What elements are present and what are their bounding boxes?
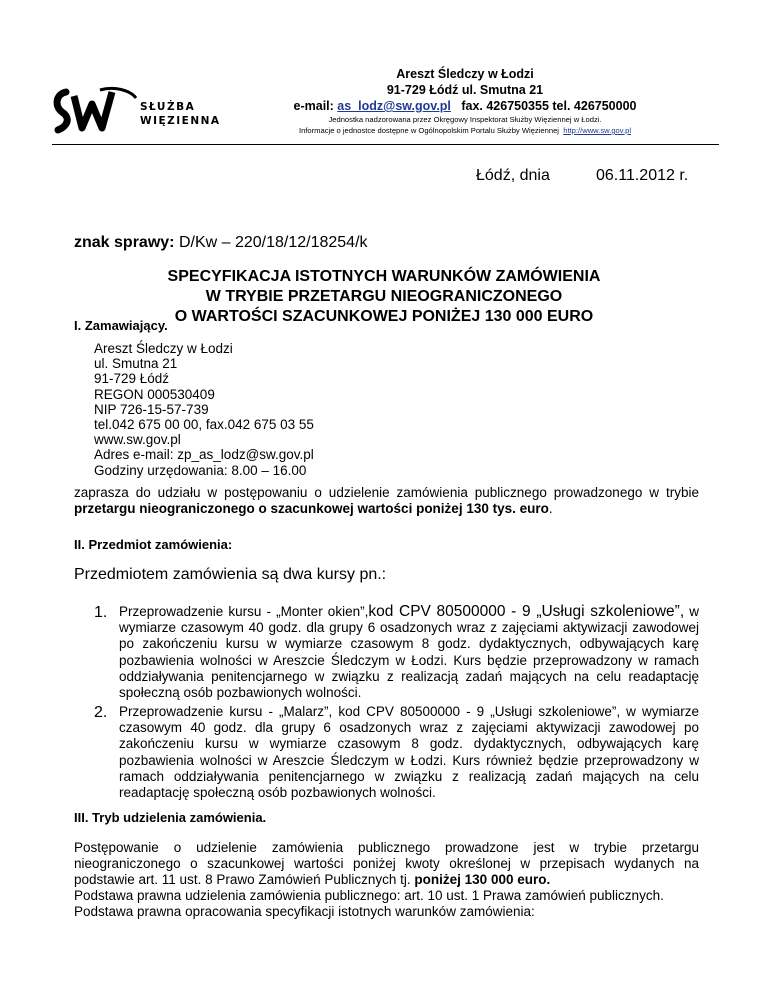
address-line: Adres e-mail: zp_as_lodz@sw.gov.pl <box>94 447 314 463</box>
list-number: 1. <box>94 604 108 621</box>
procedure-paragraph <box>74 840 699 888</box>
address-line: Godziny urzędowania: 8.00 – 16.00 <box>94 462 307 478</box>
title-line: SPECYFIKACJA ISTOTNYCH WARUNKÓW ZAMÓWIENIA <box>167 268 601 285</box>
title-line: W TRYBIE PRZETARGU NIEOGRANICZONEGO <box>205 288 563 305</box>
supervision-note: Jednostka nadzorowana przez Okręgowy Inspektorat Służby Więziennej w Łodzi. <box>328 115 602 124</box>
email-link[interactable]: as_lodz@sw.gov.pl <box>337 99 451 113</box>
portal-link[interactable]: http://www.sw.gov.pl <box>563 126 632 135</box>
list-item <box>94 704 699 801</box>
case-number <box>74 234 368 252</box>
org-address: 91-729 Łódź ul. Smutna 21 <box>386 83 544 97</box>
case-label: znak sprawy: <box>74 234 175 251</box>
procedure-threshold: poniżej 130 000 euro. <box>414 872 551 887</box>
item-text: w wymiarze czasowym 40 godz. dla grupy 6 osadzonych wraz z zajęciami aktywizacji zawodowej po zakończeniu kursu w wymiarze czasowym 8 godz. dydaktycznych, odbywających karę pozbawienia wolności w Areszcie Śledczym w Łodzi. Kurs będzie przeprowadzony w ramach oddziaływania penitencjarnego w związku z realizacją zadań mających na celu readaptację społeczną osób pozbawionych wolności. <box>119 604 699 701</box>
section-2-heading: II. Przedmiot zamówienia: <box>74 537 233 552</box>
address-line: tel.042 675 00 00, fax.042 675 03 55 <box>94 417 314 433</box>
sluzba-wiezienna-logo <box>52 86 247 134</box>
portal-note <box>240 125 690 136</box>
header-rule <box>52 144 719 145</box>
address-line: REGON 000530409 <box>94 386 215 402</box>
letterhead <box>240 66 690 136</box>
list-item <box>94 604 699 701</box>
portal-note-text: Informacje o jednostce dostępne w Ogólnopolskim Portalu Służby Więziennej <box>298 126 559 135</box>
sw-emblem-icon <box>52 86 140 134</box>
section-3-heading: III. Tryb udzielenia zamówienia. <box>74 810 267 825</box>
legal-basis-spec: Podstawa prawna opracowania specyfikacji istotnych warunków zamówienia: <box>74 904 535 919</box>
contracting-authority-address <box>94 341 314 478</box>
invite-bold: przetargu nieograniczonego o szacunkowej wartości poniżej 130 tys. euro <box>74 501 549 516</box>
case-value: D/Kw – 220/18/12/18254/k <box>178 234 368 251</box>
invitation-paragraph <box>74 485 699 517</box>
item-cpv: kod CPV 80500000 - 9 „Usługi szkoleniowe”, <box>368 603 685 620</box>
section-1-heading: I. Zamawiający. <box>74 318 168 333</box>
contact-line <box>240 98 690 114</box>
address-line: www.sw.gov.pl <box>94 432 181 448</box>
logo-line-1: SŁUŻBA <box>140 101 196 113</box>
invite-end: . <box>548 501 553 516</box>
org-name: Areszt Śledczy w Łodzi <box>396 67 534 81</box>
item-text: Przeprowadzenie kursu - „Malarz”, kod CPV 80500000 - 9 „Usługi szkoleniowe”, w wymiarze czasowym 40 godz. dla grupy 6 osadzonych wraz z zajęciami aktywizacji zawodowej po zakończeniu kursu w wymiarze czasowym 8 godz. dydaktycznych, odbywających karę pozbawienia wolności w Areszcie Śledczym w Łodzi. Kurs również będzie przeprowadzony w ramach oddziaływania penitencjarnego w związku z realizacją zadań mających na celu readaptację społeczną osób pozbawionych wolności. <box>119 704 699 801</box>
place: Łódź, dnia <box>476 167 550 184</box>
address-line: 91-729 Łódź <box>94 371 170 387</box>
email-label: e-mail: <box>293 99 334 113</box>
item-intro: Przeprowadzenie kursu - „Monter okien”, <box>119 604 369 619</box>
fax-tel: fax. 426750355 tel. 426750000 <box>461 99 637 113</box>
date: 06.11.2012 r. <box>596 167 689 184</box>
logo-line-2: WIĘZIENNA <box>140 115 221 127</box>
subject-lead: Przedmiotem zamówienia są dwa kursy pn.: <box>74 566 387 583</box>
title-line: O WARTOŚCI SZACUNKOWEJ PONIŻEJ 130 000 EURO <box>174 308 594 325</box>
invite-text: zaprasza do udziału w postępowaniu o udzielenie zamówienia publicznego prowadzonego w trybie <box>74 485 699 500</box>
address-line: ul. Smutna 21 <box>94 356 178 372</box>
address-line: NIP 726-15-57-739 <box>94 401 209 417</box>
legal-basis-award: Podstawa prawna udzielenia zamówienia publicznego: art. 10 ust. 1 Prawa zamówień publicznych. <box>74 888 664 903</box>
address-line: Areszt Śledczy w Łodzi <box>94 341 233 356</box>
procedure-text: Postępowanie o udzielenie zamówienia publicznego prowadzone jest w trybie przetargu nieograniczonego o szacunkowej wartości poniżej kwoty określonej w przepisach wydanych na podstawie art. 11 ust. 8 Prawo Zamówień Publicznych tj. <box>74 840 699 887</box>
list-number: 2. <box>94 704 108 721</box>
